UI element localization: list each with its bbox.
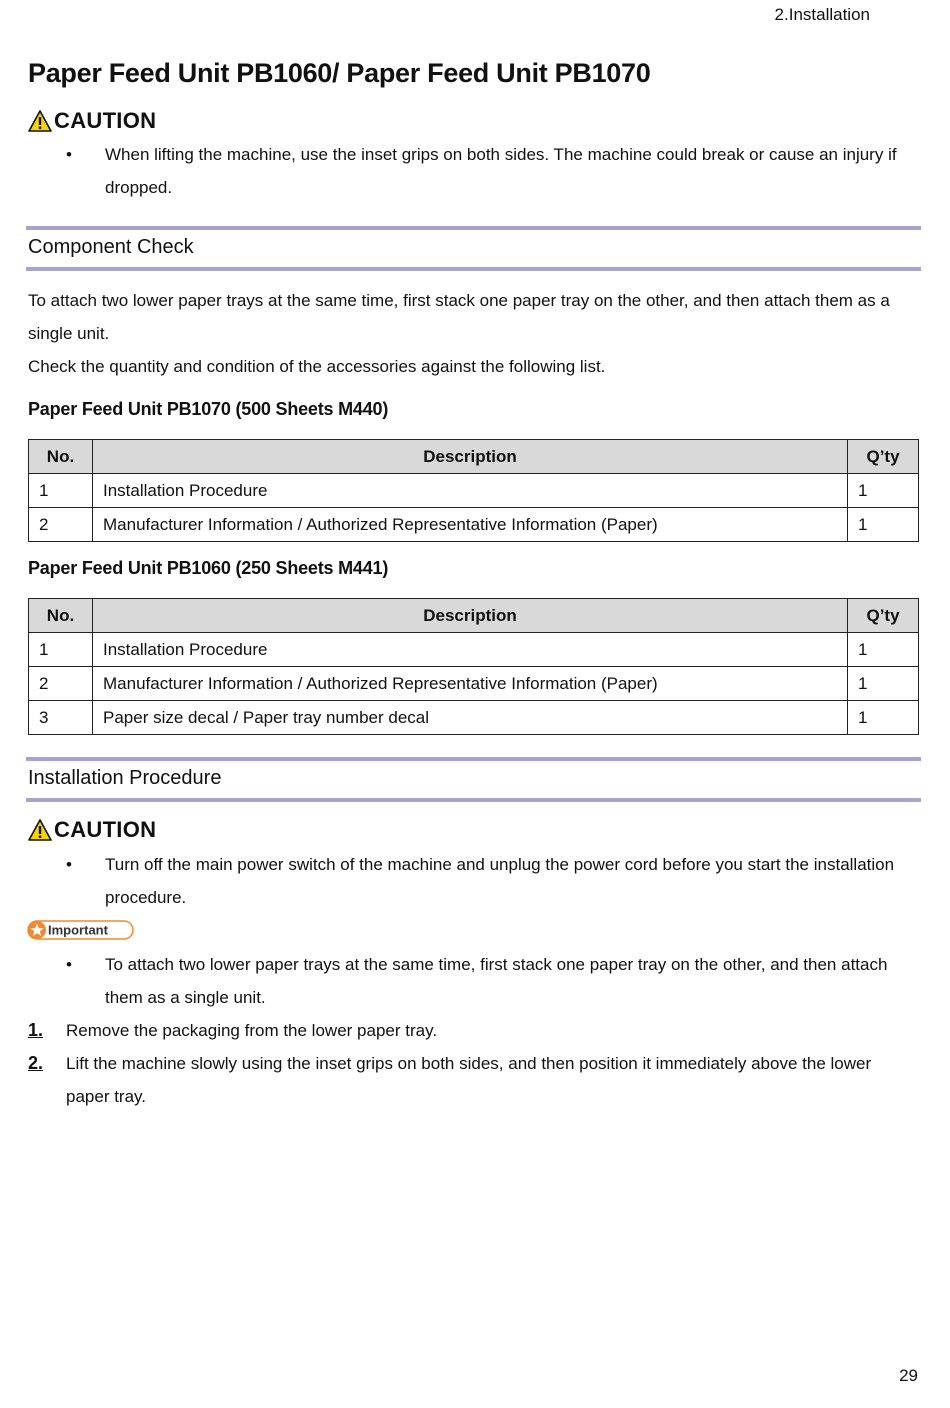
- header-qty: Q’ty: [848, 440, 919, 474]
- step-number: 1.: [28, 1020, 44, 1040]
- cell-description: Manufacturer Information / Authorized Representative Information (Paper): [93, 667, 848, 701]
- cell-no: 1: [29, 474, 93, 508]
- step-number: 2.: [28, 1053, 44, 1073]
- caution-text: CAUTION: [54, 817, 157, 842]
- cell-qty: 1: [848, 508, 919, 542]
- section-heading-installation: Installation Procedure: [28, 767, 222, 789]
- page-number: 29: [899, 1366, 918, 1385]
- caution-label: [28, 817, 156, 843]
- table-row: [29, 474, 919, 508]
- caution-label: [28, 108, 156, 134]
- step-text: Lift the machine slowly using the inset grips on both sides, and then position it immediately above the lower paper tray.: [66, 1054, 872, 1106]
- header-no: No.: [29, 599, 93, 633]
- section-rule: [26, 798, 921, 802]
- cell-qty: 1: [848, 701, 919, 735]
- section-rule: [26, 757, 921, 761]
- header-description: Description: [93, 440, 848, 474]
- header-description: Description: [93, 599, 848, 633]
- accessory-table-pb1060: [28, 598, 919, 735]
- warning-icon: [28, 110, 52, 132]
- cell-no: 2: [29, 667, 93, 701]
- table-header-row: [29, 599, 919, 633]
- section-rule: [26, 226, 921, 230]
- caution-text: CAUTION: [54, 108, 157, 133]
- cell-description: Installation Procedure: [93, 633, 848, 667]
- bullet-dot: •: [66, 955, 72, 974]
- important-note: To attach two lower paper trays at the same time, first stack one paper tray on the other, and then attach them as a single unit.: [105, 955, 888, 1007]
- cell-qty: 1: [848, 633, 919, 667]
- cell-description: Installation Procedure: [93, 474, 848, 508]
- table-caption-pb1060: Paper Feed Unit PB1060 (250 Sheets M441): [28, 558, 389, 578]
- cell-no: 3: [29, 701, 93, 735]
- cell-qty: 1: [848, 667, 919, 701]
- bullet-dot: •: [66, 855, 72, 874]
- important-badge: [27, 920, 135, 940]
- bullet-dot: •: [66, 145, 72, 164]
- header-no: No.: [29, 440, 93, 474]
- running-header: 2.Installation: [774, 5, 870, 24]
- page-title: Paper Feed Unit PB1060/ Paper Feed Unit PB1070: [28, 58, 651, 88]
- intro-paragraph: To attach two lower paper trays at the same time, first stack one paper tray on the other, and then attach them as a single unit.: [28, 291, 890, 343]
- step-text: Remove the packaging from the lower paper tray.: [66, 1021, 438, 1040]
- table-header-row: [29, 440, 919, 474]
- table-caption-pb1070: Paper Feed Unit PB1070 (500 Sheets M440): [28, 399, 389, 419]
- warning-icon: [28, 819, 52, 841]
- cell-no: 2: [29, 508, 93, 542]
- caution-message: When lifting the machine, use the inset grips on both sides. The machine could break or cause an injury if dropped.: [105, 145, 897, 197]
- cell-no: 1: [29, 633, 93, 667]
- important-label: Important: [48, 922, 108, 938]
- table-row: [29, 633, 919, 667]
- table-row: [29, 667, 919, 701]
- section-heading-component-check: Component Check: [28, 236, 194, 258]
- section-rule: [26, 267, 921, 271]
- table-row: [29, 508, 919, 542]
- check-paragraph: Check the quantity and condition of the accessories against the following list.: [28, 357, 606, 376]
- accessory-table-pb1070: [28, 439, 919, 542]
- cell-description: Manufacturer Information / Authorized Representative Information (Paper): [93, 508, 848, 542]
- cell-qty: 1: [848, 474, 919, 508]
- cell-description: Paper size decal / Paper tray number decal: [93, 701, 848, 735]
- table-row: [29, 701, 919, 735]
- header-qty: Q’ty: [848, 599, 919, 633]
- caution-message: Turn off the main power switch of the machine and unplug the power cord before you start the installation procedure.: [105, 855, 895, 907]
